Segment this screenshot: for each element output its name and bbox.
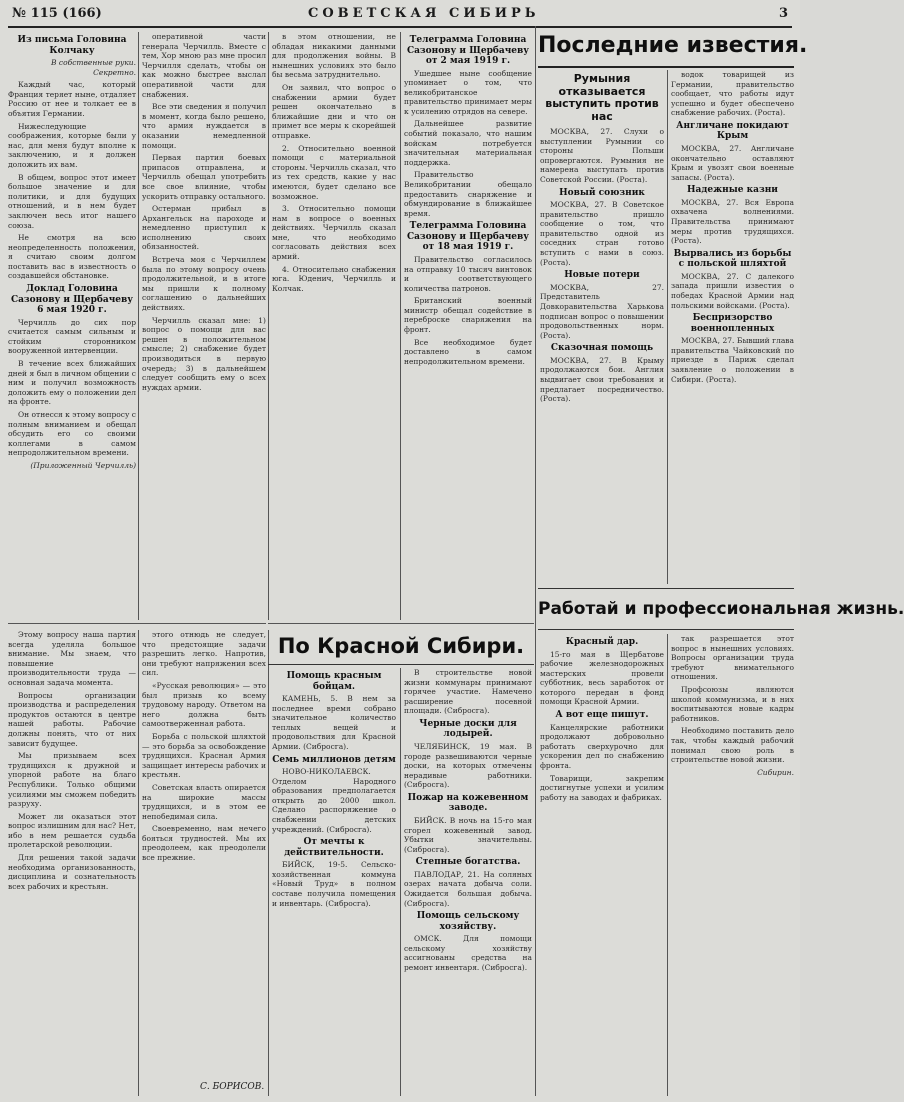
paragraph: Британский военный министр обещал содействие в переброске снаряжения на фронт. <box>404 296 532 335</box>
column-3 <box>272 32 396 620</box>
news-heading: Беспризорство военнопленных <box>690 313 775 334</box>
news-text: БИЙСК. В ночь на 15-го мая сгорел кожевенный завод. Убытки значительны. (Сибросга). <box>404 815 532 854</box>
news-text: Товарищи, закрепим достигнутые успехи и усилим работу на заводах и фабриках. <box>540 773 664 802</box>
masthead <box>8 4 792 28</box>
news-text: МОСКВА, 27. В Крыму продолжаются бои. Англия выдвигает свои требования и предлагает посредничество. (Роста). <box>540 355 664 404</box>
column-divider <box>268 32 269 620</box>
news-text: МОСКВА, 27. С далекого запада пришли известия о победах Красной Армии над польскими войсками. (Роста). <box>671 271 794 310</box>
news-heading: Черные доски для лодырей. <box>419 718 517 740</box>
paragraph: Правительство согласилось на отправку 10 тысяч винтовок и соответствующего количества патронов. <box>404 254 532 293</box>
news-heading: Вырвались из борьбы с польской шляхтой <box>673 248 792 270</box>
paragraph: Первая партия боевых припасов отправлена, и Черчилль обещал употребить все свое влияние, чтобы ускорить отправку остального. <box>142 153 266 201</box>
column-divider <box>138 630 139 1096</box>
column-siberia-right <box>404 668 532 1096</box>
column-bottom-mid <box>142 630 266 1078</box>
news-heading: Красный дар. <box>565 637 639 647</box>
news-heading: Румыния отказывается выступить против нас <box>545 72 659 123</box>
news-heading: Степные богатства. <box>415 857 521 868</box>
author-signature: Сибирин. <box>757 767 794 777</box>
page-number: 3 <box>778 6 788 21</box>
paragraph: Борьба с польской шляхтой — это борьба за освобождение трудящихся. Красная Армия защищает интересы рабочих и крестьян. <box>142 731 266 780</box>
paragraph: Вопросы организации производства и распределения продуктов остаются в центре нашей работы. Рабочие должны понять, что от них зависит будущее. <box>8 690 136 748</box>
column-news-2 <box>671 70 794 584</box>
paragraph: Ушедшее ныне сообщение упоминает о том, что великобританское правительство принимает меры к усилению отрядов на севере. <box>404 68 532 116</box>
article-heading: Телеграмма Головина Сазонову и Щербачеву от 18 мая 1919 г. <box>406 221 530 253</box>
paragraph: 4. Относительно снабжения юга. Юденич, Черчилль и Колчак. <box>272 264 396 293</box>
column-labor-right <box>671 634 794 1096</box>
section-divider <box>8 623 266 624</box>
paragraph: Он отнесся к этому вопросу с полным вниманием и обещал обсудить его со своими коллегами в самом непродолжительном времени. <box>8 409 136 458</box>
news-text: ОМСК. Для помощи сельскому хозяйству ассигнованы средства на ремонт инвентаря. (Сибросга). <box>404 934 532 972</box>
paragraph: Необходимо поставить дело так, чтобы каждый рабочий понимал свою роль в строительстве новой жизни. <box>671 726 794 765</box>
news-text: ЧЕЛЯБИНСК, 19 мая. В городе развешиваются черные доски, на которых отмечены нерадивые работники. (Сибросга). <box>404 741 532 790</box>
article-heading: Телеграмма Головина Сазонову и Щербачеву от 2 мая 1919 г. <box>406 35 530 66</box>
news-text: Канцелярские работники продолжают добровольно работать сверхурочно для ускорения дел по снабжению фронта. <box>540 722 664 770</box>
paragraph: Нижеследующие соображения, которые были у нас, для меня будут вполне к заключению, и я должен доложить их вам. <box>8 121 136 169</box>
paragraph: В общем, вопрос этот имеет большое значение и для политики, и для будущих отношений, и в нем будет заключен весь итог нашего союза. <box>8 172 136 230</box>
news-heading: Надежные казни <box>687 185 778 196</box>
paragraph: Своевременно, нам нечего бояться трудностей. Мы их преодолеем, как преодолели все прежние. <box>142 824 266 863</box>
issue-number: № 115 (166) <box>12 6 102 21</box>
column-divider <box>268 630 269 1096</box>
news-heading: А вот еще пишут. <box>555 710 649 721</box>
article-note: (Приложенный Черчилль) <box>30 460 136 470</box>
paragraph: Правительство Великобритании обещало предоставить снаряжение и обмундирование в ближайшее время. <box>404 170 532 218</box>
news-text: КАМЕНЬ, 5. В нем за последнее время собрано значительное количество теплых вещей и продовольствия для Красной Армии. (Сибросга). <box>272 694 396 751</box>
paragraph: Он заявил, что вопрос о снабжении армии будет решен окончательно в ближайшие дни и что он примет все меры к скорейшей отправке. <box>272 82 396 140</box>
paragraph: Черчилль до сих пор считается самым сильным и стойким сторонником вооруженной интервенции. <box>8 317 136 356</box>
news-heading: Пожар на кожевенном заводе. <box>407 792 529 814</box>
paragraph: так разрешается этот вопрос в нынешних условиях. Вопросы организации труда требуют внимательного отношения. <box>671 634 794 682</box>
news-heading: Сказочная помощь <box>550 343 654 354</box>
paragraph: Может ли оказаться этот вопрос излишним для нас? Нет, ибо в нем решается судьба пролетарской революции. <box>8 811 136 850</box>
paragraph: Черчилль сказал мне: 1) вопрос о помощи для вас решен в положительном смысле; 2) снабжение будет производиться в первую очередь; 3) в дальнейшем следует сообщить ему о всех нуждах армии. <box>142 315 266 392</box>
article-heading: Из письма Головина Колчаку <box>17 35 127 56</box>
banner-labor-life: Работай и профессиональная жизнь. <box>538 588 794 630</box>
paragraph: В течение всех ближайших дней я был в личном общении с ним и получил возможность доложить ему о положении дел на фронте. <box>8 358 136 407</box>
news-text: МОСКВА, 27. Англичане окончательно оставляют Крым и увозят свои военные запасы. (Роста). <box>671 143 794 182</box>
paragraph: Советская власть опирается на широкие массы трудящихся, и в этом ее непобедимая сила. <box>142 782 266 821</box>
news-text: 15-го мая в Щербатове рабочие железнодорожных мастерских провели субботник, весь заработок от которого передан в фонд помощи Красной Армии. <box>540 649 664 707</box>
paragraph: этого отнюдь не следует, что предстоящие задачи разрешить легко. Напротив, они требуют напряжения всех сил. <box>142 630 266 678</box>
paragraph: Все необходимое будет доставлено в самом непродолжительном времени. <box>404 337 532 366</box>
column-labor-left <box>540 634 664 1096</box>
column-divider <box>400 32 401 620</box>
news-text: ПАВЛОДАР, 21. На соляных озерах начата добыча соли. Ожидается большая добыча. (Сибросга). <box>404 869 532 908</box>
article-sub: В собственные руки. Секретно. <box>51 58 136 77</box>
banner-latest-news: Последние известия. <box>538 26 794 68</box>
news-text: НОВО-НИКОЛАЕВСК. Отделом Народного образования предполагается открыть до 2000 школ. Сделано распоряжение о снабжении детских учреждений. (Сибросга). <box>272 767 396 834</box>
author-signature: С. БОРИСОВ. <box>200 1082 265 1092</box>
paragraph: Каждый час, который Франция теряет ныне, отдаляет Россию от нее и толкает ее в объятия Германии. <box>8 80 136 118</box>
news-text: В строительстве новой жизни коммунары принимают горячее участие. Намечено расширение посевной площади. (Сибросга). <box>404 668 532 716</box>
article-heading: Доклад Головина Сазонову и Щербачеву 6 мая 1920 г. <box>10 284 134 316</box>
paragraph: Для решения такой задачи необходима организованность, дисциплина и сознательность всех рабочих и крестьян. <box>8 853 136 891</box>
news-heading: От мечты к действительности. <box>284 837 384 858</box>
news-heading: Помощь сельскому хозяйству. <box>416 911 520 932</box>
paragraph: «Русская революция» — это был призыв ко всему трудовому народу. Ответом на него должна быть самоотверженная работа. <box>142 680 266 729</box>
column-divider <box>400 668 401 1096</box>
paragraph: 2. Относительно военной помощи с материальной стороны. Черчилль сказал, что из тех средств, какие у нас имеются, будет сделано все возможное. <box>272 143 396 201</box>
news-heading: Семь миллионов детям <box>272 754 396 765</box>
section-divider <box>268 623 534 624</box>
news-text: МОСКВА, 27. В Советское правительство пришло сообщение о том, что правительство одной из соседних стран готово вступить с нами в союз. (Роста). <box>540 200 664 267</box>
news-heading: Помощь красным бойцам. <box>286 671 382 692</box>
news-heading: Новый союзник <box>559 187 645 198</box>
newspaper-title: СОВЕТСКАЯ СИБИРЬ <box>308 6 540 21</box>
news-heading: Новые потери <box>564 270 640 281</box>
news-text: МОСКВА, 27. Вся Европа охвачена волнениями. Правительства принимают меры против трудящихся. (Роста). <box>671 197 794 246</box>
column-telegrams <box>404 32 532 620</box>
paragraph: Дальнейшее развитие событий показало, что нашим войскам потребуется значительная материальная поддержка. <box>404 119 532 167</box>
column-letters <box>8 32 136 620</box>
column-bottom-left <box>8 630 136 1096</box>
paragraph: оперативной части генерала Черчилль. Вместе с тем, Хор мною раз мне просил Черчилля сделать, чтобы он как можно быстрее выслал оперативной части для снабжения. <box>142 32 266 99</box>
news-text: водок товарищей из Германии, правительство сообщает, что работы идут успешно и будет обеспечено снабжение рабочих. (Роста). <box>671 70 794 118</box>
paragraph: Мы призываем всех трудящихся к дружной и упорной работе на благо Республики. Только общими усилиями мы сможем победить разруху. <box>8 751 136 809</box>
column-2 <box>142 32 266 620</box>
paragraph: Встреча моя с Черчиллем была по этому вопросу очень продолжительной, и в итоге мы пришли к полному соглашению о дальнейших действиях. <box>142 255 266 313</box>
column-siberia-left <box>272 668 396 1096</box>
paragraph: Профсоюзы являются школой коммунизма, и в них воспитываются новые кадры работников. <box>671 684 794 723</box>
news-text: МОСКВА, 27. Бывший глава правительства Чайковский по приезде в Париж сделал заявление о положении в Сибири. (Роста). <box>671 336 794 384</box>
paragraph: Не смотря на всю неопределенность положения, я считаю своим долгом поставить вас в известность о создавшейся обстановке. <box>8 233 136 281</box>
column-divider <box>667 70 668 584</box>
paragraph: Остерман прибыл в Архангельск на пароходе и немедленно приступил к исполнению своих обязанностей. <box>142 204 266 252</box>
paragraph: в этом отношении, не обладая никакими данными для продолжения войны. В нынешних условиях это было бы весьма затруднительно. <box>272 32 396 80</box>
column-divider <box>667 634 668 1096</box>
column-news-1 <box>540 70 664 584</box>
news-text: МОСКВА, 27. Представитель Довкоравительства Харькова подписан вопрос о повышении продовольственных норм. (Роста). <box>540 282 664 340</box>
paragraph: Все эти сведения я получил в момент, когда было решено, что армия нуждается в оказании немедленной помощи. <box>142 102 266 150</box>
news-text: БИЙСК, 19-5. Сельско-хозяйственная коммуна «Новый Труд» в полном составе получила помещения и инвентарь. (Сибросга). <box>272 860 396 908</box>
news-heading: Англичане покидают Крым <box>676 120 789 142</box>
column-divider <box>535 26 536 1096</box>
paragraph: 3. Относительно помощи нам в вопросе о военных действиях. Черчилль сказал мне, что необходимо согласовать действия всех армий. <box>272 204 396 262</box>
column-divider <box>138 32 139 620</box>
banner-red-siberia: По Красной Сибири. <box>268 628 534 665</box>
news-text: МОСКВА, 27. Слухи о выступлении Румынии со стороны Польши опровергаются. Румыния не намерена выступать против Советской России. (Роста). <box>540 127 664 184</box>
paragraph: Этому вопросу наша партия всегда уделяла большое внимание. Мы знаем, что повышение производительности труда — основная задача момента. <box>8 630 136 687</box>
